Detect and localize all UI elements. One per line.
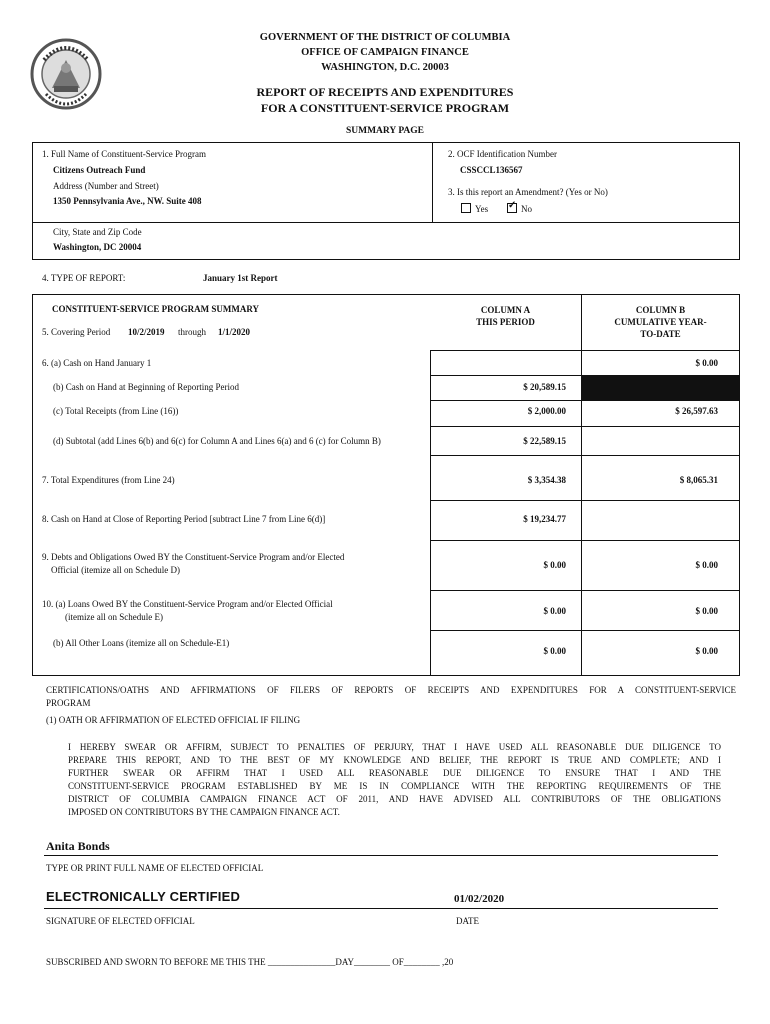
row-9-label-2: Official (itemize all on Schedule D) — [51, 565, 181, 575]
date-caption: DATE — [456, 916, 479, 926]
no-checkbox[interactable] — [507, 203, 517, 213]
row-6d-label: (d) Subtotal (add Lines 6(b) and 6(c) for Column A and Lines 6(a) and 6 (c) for Column B) — [53, 436, 381, 446]
row-6c-label: (c) Total Receipts (from Line (16)) — [53, 406, 179, 416]
row-9-col-a: $ 0.00 — [543, 560, 566, 570]
row-7-col-b: $ 8,065.31 — [679, 475, 718, 485]
col-b-header-3: TO-DATE — [640, 329, 681, 339]
report-type-label: 4. TYPE OF REPORT: — [42, 273, 126, 283]
col-a-header-1: COLUMN A — [480, 305, 531, 315]
row-7-col-a: $ 3,354.38 — [527, 475, 566, 485]
program-name-label: 1. Full Name of Constituent-Service Program — [42, 149, 206, 159]
address-label: Address (Number and Street) — [53, 181, 159, 191]
row-6a-col-b: $ 0.00 — [695, 358, 718, 368]
official-name-caption: TYPE OR PRINT FULL NAME OF ELECTED OFFICIAL — [46, 863, 264, 873]
row-9-label-1: 9. Debts and Obligations Owed BY the Constituent-Service Program and/or Elected — [42, 552, 345, 562]
col-a-header-2: THIS PERIOD — [476, 317, 535, 327]
ocf-id-value: CSSCCL136567 — [460, 165, 523, 175]
row-6c-col-b: $ 26,597.63 — [675, 406, 718, 416]
report-title-2: FOR A CONSTITUENT-SERVICE PROGRAM — [260, 101, 510, 115]
summary-page-title: SUMMARY PAGE — [345, 126, 425, 136]
yes-label: Yes — [475, 204, 489, 214]
oath-line: I HEREBY SWEAR OR AFFIRM, SUBJECT TO PENALTIES OF PERJURY, THAT I HAVE USED ALL REASONABLE DUE DILIGENCE TO — [68, 742, 721, 752]
ocf-id-label: 2. OCF Identification Number — [448, 149, 557, 159]
oath-line: DISTRICT OF COLUMBIA CAMPAIGN FINANCE ACT OF 2011, AND HAVE ADVISED ALL CONTRIBUTORS OF THE OBLIGATIONS — [68, 794, 721, 804]
row-6c-col-a: $ 2,000.00 — [527, 406, 566, 416]
row-10a-label-1: 10. (a) Loans Owed BY the Constituent-Service Program and/or Elected Official — [42, 599, 333, 609]
row-10a-col-b: $ 0.00 — [695, 606, 718, 616]
period-to: 1/1/2020 — [218, 327, 251, 337]
row-6b-label: (b) Cash on Hand at Beginning of Reporting Period — [53, 382, 239, 392]
yes-checkbox[interactable] — [461, 203, 471, 213]
row-9-col-b: $ 0.00 — [695, 560, 718, 570]
signature: ELECTRONICALLY CERTIFIED — [46, 889, 241, 904]
header-line-2: OFFICE OF CAMPAIGN FINANCE — [301, 47, 469, 58]
col-b-header-2: CUMULATIVE YEAR- — [614, 317, 707, 327]
oath-line: CONSTITUENT-SERVICE PROGRAM ESTABLISHED BY ME IS IN COMPLIANCE WITH THE REPORTING REQUIREMENTS OF THE — [68, 781, 721, 791]
cert-heading-1: CERTIFICATIONS/OATHS AND AFFIRMATIONS OF FILERS OF REPORTS OF RECEIPTS AND EXPENDITURES FOR A CONSTITUENT-SERVICE — [46, 685, 736, 695]
header-line-1: GOVERNMENT OF THE DISTRICT OF COLUMBIA — [259, 32, 511, 43]
sworn-statement: SUBSCRIBED AND SWORN TO BEFORE ME THIS THE _______________DAY________ OF________ ,20 — [46, 957, 454, 967]
report-type-value: January 1st Report — [203, 273, 278, 283]
row-6a-label: 6. (a) Cash on Hand January 1 — [42, 358, 152, 368]
header-line-3: WASHINGTON, D.C. 20003 — [321, 62, 449, 73]
row-10b-col-b: $ 0.00 — [695, 646, 718, 656]
signature-caption: SIGNATURE OF ELECTED OFFICIAL — [46, 916, 195, 926]
cert-heading-2: PROGRAM — [46, 698, 91, 708]
address-value: 1350 Pennsylvania Ave., NW. Suite 408 — [53, 196, 202, 206]
oath-line: PREPARE THIS REPORT, AND TO THE BEST OF MY KNOWLEDGE AND BELIEF, THE REPORT IS TRUE AND COMPLETE; AND I — [68, 755, 721, 765]
official-name: Anita Bonds — [46, 839, 110, 853]
oath-line: IMPOSED ON CONTRIBUTORS BY THE CAMPAIGN FINANCE ACT. — [68, 807, 340, 817]
row-8-col-a: $ 19,234.77 — [523, 514, 566, 524]
row-10b-col-a: $ 0.00 — [543, 646, 566, 656]
col-b-header-1: COLUMN B — [635, 305, 686, 315]
oath-heading: (1) OATH OR AFFIRMATION OF ELECTED OFFICIAL IF FILING — [46, 715, 301, 725]
row-6d-col-a: $ 22,589.15 — [523, 436, 566, 446]
city-label: City, State and Zip Code — [53, 227, 142, 237]
row-6b-col-a: $ 20,589.15 — [523, 382, 566, 392]
shaded-cell — [582, 376, 739, 400]
period-from: 10/2/2019 — [128, 327, 165, 337]
oath-line: FURTHER SWEAR OR AFFIRM THAT I USED ALL REASONABLE DUE DILIGENCE TO ENSURE THAT I AND THE — [68, 768, 721, 778]
summary-heading: CONSTITUENT-SERVICE PROGRAM SUMMARY — [52, 304, 260, 314]
row-10b-label: (b) All Other Loans (itemize all on Schedule-E1) — [53, 638, 230, 648]
row-10a-col-a: $ 0.00 — [543, 606, 566, 616]
period-label: 5. Covering Period — [42, 327, 111, 337]
through-label: through — [178, 327, 206, 337]
row-7-label: 7. Total Expenditures (from Line 24) — [42, 475, 175, 485]
row-8-label: 8. Cash on Hand at Close of Reporting Period [subtract Line 7 from Line 6(d)] — [42, 514, 326, 524]
amendment-no[interactable] — [507, 203, 532, 214]
no-label: No — [521, 204, 532, 214]
amendment-yes[interactable] — [461, 203, 488, 214]
city-value: Washington, DC 20004 — [53, 242, 142, 252]
report-title-1: REPORT OF RECEIPTS AND EXPENDITURES — [256, 85, 514, 99]
program-name-value: Citizens Outreach Fund — [53, 165, 146, 175]
row-10a-label-2: (itemize all on Schedule E) — [65, 612, 163, 622]
amendment-label: 3. Is this report an Amendment? (Yes or No) — [448, 187, 608, 197]
signature-date: 01/02/2020 — [454, 893, 505, 905]
